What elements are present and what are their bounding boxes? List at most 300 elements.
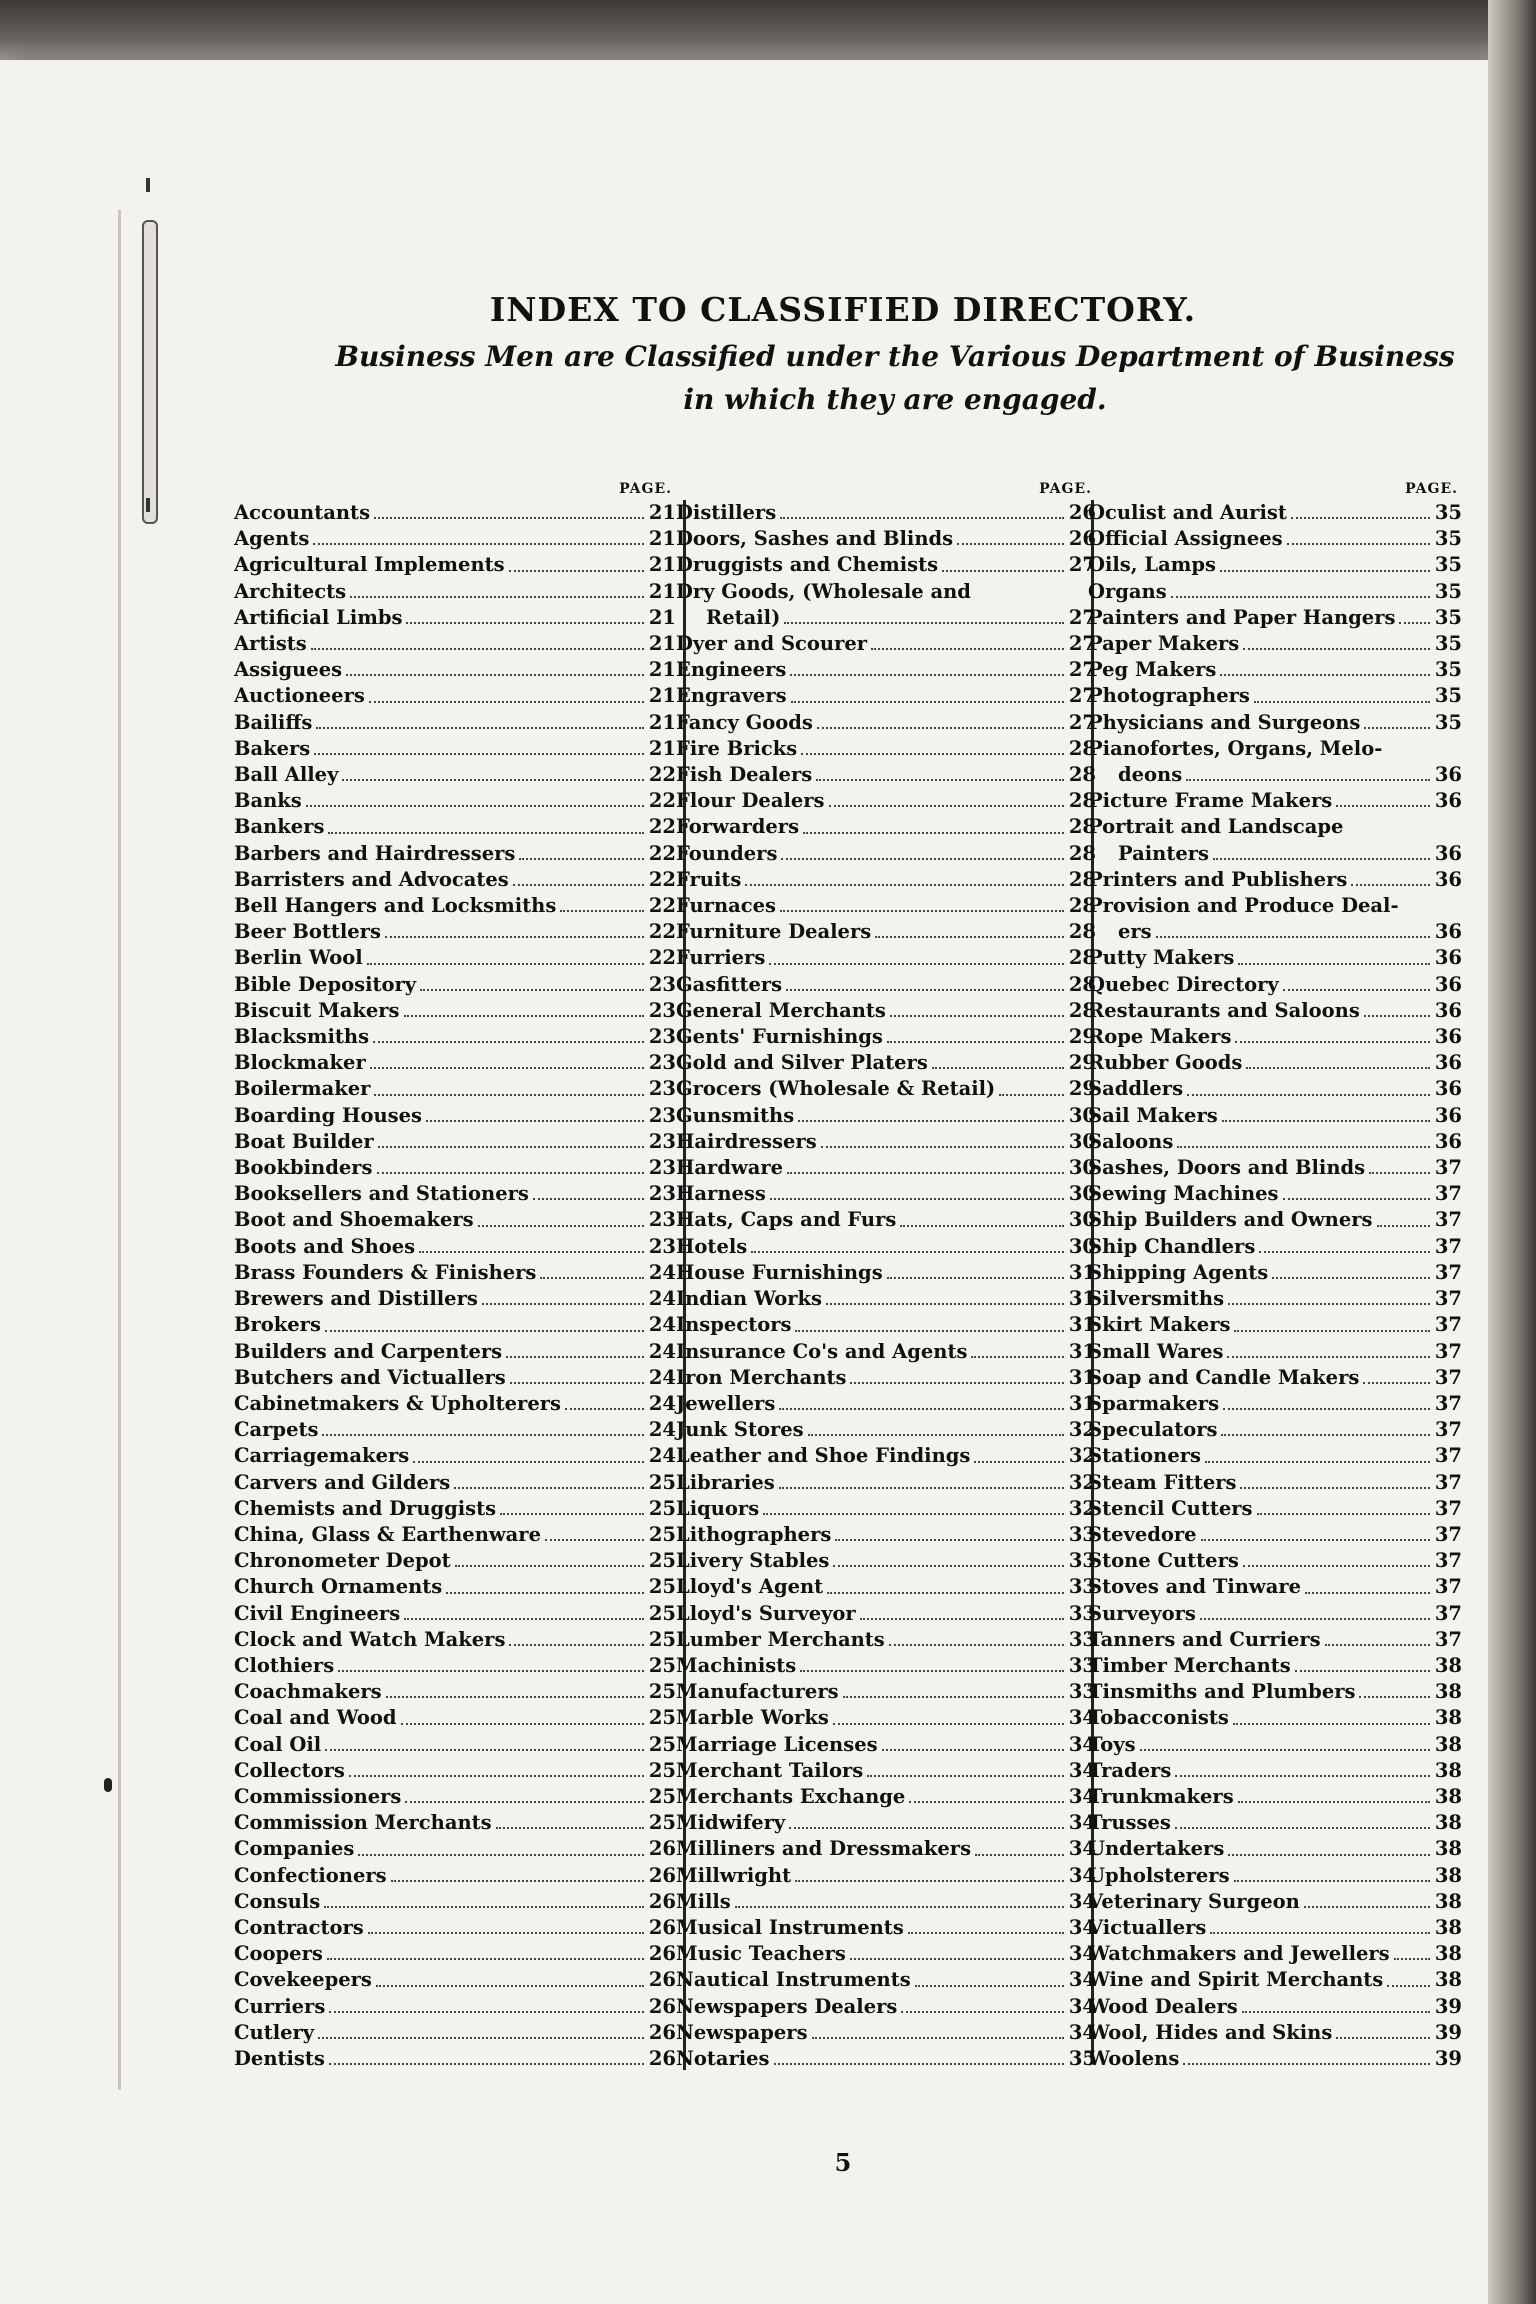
entry-name: Berlin Wool <box>234 946 363 970</box>
entry-name: Undertakers <box>1088 1837 1225 1861</box>
index-entry <box>676 841 1096 867</box>
index-entry <box>1088 1705 1462 1731</box>
index-entry <box>676 1470 1096 1496</box>
index-entry <box>676 1207 1096 1233</box>
entry-page-number: 24 <box>648 1418 676 1442</box>
dot-leader <box>779 1481 1064 1489</box>
dot-leader <box>784 616 1064 624</box>
entry-page-number: 38 <box>1434 1942 1462 1966</box>
index-entry <box>676 736 1096 762</box>
entry-name: Chronometer Depot <box>234 1549 451 1573</box>
entry-page-number: 38 <box>1434 1784 1462 1808</box>
dot-leader <box>803 826 1064 834</box>
entry-name: Coal Oil <box>234 1732 322 1756</box>
page-column-header: PAGE. <box>1405 481 1458 497</box>
dot-leader <box>1283 983 1430 991</box>
entry-page-number: 26 <box>648 1915 676 1939</box>
dot-leader <box>1234 1874 1430 1882</box>
entry-name: Timber Merchants <box>1088 1653 1291 1677</box>
dot-leader <box>850 1952 1064 1960</box>
entry-name: Rubber Goods <box>1088 1051 1243 1075</box>
entry-page-number: 38 <box>1434 1653 1462 1677</box>
entry-page-number: 30 <box>1068 1234 1096 1258</box>
entry-page-number: 34 <box>1068 1942 1096 1966</box>
entry-name: Portrait and Landscape <box>1088 815 1344 839</box>
index-entry <box>234 1050 676 1076</box>
entry-name: deons <box>1118 763 1183 787</box>
dot-leader <box>1377 1219 1431 1227</box>
entry-name: Wine and Spirit Merchants <box>1088 1968 1384 1992</box>
dot-leader <box>377 1166 644 1174</box>
entry-page-number: 23 <box>648 1129 676 1153</box>
index-entry <box>676 1758 1096 1784</box>
entry-name: Bailiffs <box>234 710 313 734</box>
dot-leader <box>311 642 644 650</box>
entry-page-number: 21 <box>648 684 676 708</box>
dot-leader <box>1233 1717 1430 1725</box>
entry-page-number: 33 <box>1068 1522 1096 1546</box>
dot-leader <box>314 747 644 755</box>
dot-leader <box>1242 2005 1430 2013</box>
entry-name: Saddlers <box>1088 1077 1184 1101</box>
entry-page-number: 37 <box>1434 1601 1462 1625</box>
entry-name: Traders <box>1088 1758 1172 1782</box>
dot-leader <box>1359 1690 1430 1698</box>
dot-leader <box>942 564 1064 572</box>
index-entry <box>234 710 676 736</box>
entry-name: Machinists <box>676 1653 797 1677</box>
index-entry <box>1088 1339 1462 1365</box>
dot-leader <box>325 1743 644 1751</box>
entry-name: China, Glass & Earthenware <box>234 1522 541 1546</box>
dot-leader <box>770 1192 1064 1200</box>
index-entry <box>234 1417 676 1443</box>
dot-leader <box>1287 537 1430 545</box>
entry-name: Ship Chandlers <box>1088 1234 1256 1258</box>
entry-name: Painters <box>1118 841 1210 865</box>
entry-page-number: 34 <box>1068 1837 1096 1861</box>
index-entry <box>234 1312 676 1338</box>
dot-leader <box>406 616 644 624</box>
dot-leader <box>373 1035 644 1043</box>
entry-page-number: 37 <box>1434 1575 1462 1599</box>
entry-name: Liquors <box>676 1496 760 1520</box>
entry-page-number: 38 <box>1434 1680 1462 1704</box>
entry-page-number: 36 <box>1434 763 1462 787</box>
entry-page-number: 36 <box>1434 1025 1462 1049</box>
index-entry <box>1088 1601 1462 1627</box>
entry-page-number: 23 <box>648 1103 676 1127</box>
entry-page-number: 24 <box>648 1260 676 1284</box>
entry-page-number: 21 <box>648 658 676 682</box>
page-title: INDEX TO CLASSIFIED DIRECTORY. <box>489 290 1197 329</box>
entry-name: Peg Makers <box>1088 658 1217 682</box>
dot-leader <box>545 1533 644 1541</box>
dot-leader <box>420 983 644 991</box>
entry-name: Cabinetmakers & Upholterers <box>234 1391 561 1415</box>
dot-leader <box>405 1795 644 1803</box>
dot-leader <box>358 1848 644 1856</box>
entry-name: Commissioners <box>234 1784 402 1808</box>
entry-name: Bakers <box>234 736 311 760</box>
index-entry <box>676 1627 1096 1653</box>
binding-mark <box>104 1778 112 1792</box>
index-entry <box>234 762 676 788</box>
dot-leader <box>816 773 1064 781</box>
index-entry <box>1088 631 1462 657</box>
entry-page-number: 35 <box>1434 579 1462 603</box>
dot-leader <box>817 721 1064 729</box>
index-entry <box>234 683 676 709</box>
entry-name: Confectioners <box>234 1863 387 1887</box>
dot-leader <box>875 930 1064 938</box>
entry-page-number: 24 <box>648 1391 676 1415</box>
entry-name: Lumber Merchants <box>676 1627 885 1651</box>
entry-name: Furnaces <box>676 894 777 918</box>
dot-leader <box>318 2031 644 2039</box>
dot-leader <box>835 1533 1064 1541</box>
entry-name: Musical Instruments <box>676 1915 904 1939</box>
index-entry <box>234 1784 676 1810</box>
entry-page-number: 25 <box>648 1758 676 1782</box>
dot-leader <box>324 1900 644 1908</box>
dot-leader <box>533 1192 644 1200</box>
entry-page-number: 27 <box>1068 632 1096 656</box>
dot-leader <box>560 904 644 912</box>
dot-leader <box>932 1061 1064 1069</box>
entry-page-number: 22 <box>648 789 676 813</box>
index-entry <box>1088 1836 1462 1862</box>
dot-leader <box>329 2005 644 2013</box>
entry-page-number: 25 <box>648 1522 676 1546</box>
index-entry <box>234 657 676 683</box>
entry-page-number: 36 <box>1434 1129 1462 1153</box>
index-entry <box>234 1391 676 1417</box>
dot-leader <box>780 904 1064 912</box>
dot-leader <box>909 1795 1064 1803</box>
index-entry <box>676 1705 1096 1731</box>
entry-page-number: 33 <box>1068 1601 1096 1625</box>
entry-name: Coal and Wood <box>234 1706 397 1730</box>
entry-name: Boarding Houses <box>234 1103 423 1127</box>
index-entry <box>234 2046 676 2072</box>
entry-page-number: 28 <box>1068 972 1096 996</box>
dot-leader <box>1227 1350 1430 1358</box>
entry-page-number: 26 <box>648 1863 676 1887</box>
index-entry <box>234 1653 676 1679</box>
entry-page-number: 22 <box>648 894 676 918</box>
entry-page-number: 31 <box>1068 1260 1096 1284</box>
entry-name: Mills <box>676 1889 731 1913</box>
entry-name: Paper Makers <box>1088 632 1240 656</box>
dot-leader <box>367 957 644 965</box>
index-entry <box>234 1705 676 1731</box>
dot-leader <box>325 1324 644 1332</box>
entry-page-number: 26 <box>1068 501 1096 524</box>
entry-name: Painters and Paper Hangers <box>1088 605 1396 629</box>
entry-name: Saloons <box>1088 1129 1174 1153</box>
dot-leader <box>413 1455 644 1463</box>
entry-page-number: 33 <box>1068 1549 1096 1573</box>
dot-leader <box>1234 1324 1430 1332</box>
dot-leader <box>306 799 644 807</box>
entry-name: House Furnishings <box>676 1260 883 1284</box>
index-entry <box>234 1967 676 1993</box>
index-entry <box>234 814 676 840</box>
dot-leader <box>510 1376 644 1384</box>
entry-name: Agents <box>234 527 310 551</box>
entry-name: Distillers <box>676 501 777 524</box>
entry-page-number: 33 <box>1068 1575 1096 1599</box>
index-entry <box>234 972 676 998</box>
dot-leader <box>1364 721 1430 729</box>
entry-name: Biscuit Makers <box>234 998 400 1022</box>
entry-page-number: 39 <box>1434 1994 1462 2018</box>
entry-page-number: 25 <box>648 1549 676 1573</box>
dot-leader <box>735 1900 1064 1908</box>
index-entry <box>234 1129 676 1155</box>
index-entry <box>676 1103 1096 1129</box>
entry-name: Barristers and Advocates <box>234 867 509 891</box>
entry-name: Marble Works <box>676 1706 829 1730</box>
entry-name: Contractors <box>234 1915 364 1939</box>
index-entry <box>1088 526 1462 552</box>
index-entry <box>234 552 676 578</box>
entry-page-number: 36 <box>1434 1051 1462 1075</box>
entry-page-number: 28 <box>1068 736 1096 760</box>
entry-page-number: 38 <box>1434 1732 1462 1756</box>
index-entry <box>234 1024 676 1050</box>
dot-leader <box>1187 1088 1430 1096</box>
index-entry <box>1088 762 1462 788</box>
index-entry <box>1088 1889 1462 1915</box>
entry-name: Collectors <box>234 1758 345 1782</box>
dot-leader <box>974 1455 1064 1463</box>
entry-name: Furriers <box>676 946 766 970</box>
entry-name: Ball Alley <box>234 763 339 787</box>
index-entry <box>1088 1758 1462 1784</box>
dot-leader <box>1156 930 1430 938</box>
dot-leader <box>1221 1428 1430 1436</box>
entry-page-number: 37 <box>1434 1339 1462 1363</box>
entry-name: Official Assignees <box>1088 527 1283 551</box>
index-entry <box>234 1915 676 1941</box>
entry-page-number: 25 <box>648 1784 676 1808</box>
entry-name: Harness <box>676 1182 766 1206</box>
dot-leader <box>1240 1481 1430 1489</box>
entry-name: Brass Founders & Finishers <box>234 1260 537 1284</box>
dot-leader <box>1305 1586 1430 1594</box>
entry-name: Junk Stores <box>676 1418 804 1442</box>
entry-name: Tobacconists <box>1088 1706 1229 1730</box>
dot-leader <box>500 1507 644 1515</box>
entry-page-number: 34 <box>1068 1994 1096 2018</box>
entry-name: Accountants <box>234 501 371 524</box>
entry-name: Marriage Licenses <box>676 1732 878 1756</box>
entry-name: Photographers <box>1088 684 1250 708</box>
index-entry <box>1088 1810 1462 1836</box>
entry-page-number: 34 <box>1068 1784 1096 1808</box>
entry-name: Forwarders <box>676 815 800 839</box>
entry-name: Dyer and Scourer <box>676 632 868 656</box>
entry-name: Notaries <box>676 2046 770 2070</box>
index-entry <box>234 1365 676 1391</box>
index-entry <box>234 1470 676 1496</box>
entry-name: Jewellers <box>676 1391 776 1415</box>
index-entry <box>234 1548 676 1574</box>
entry-page-number: 26 <box>648 1942 676 1966</box>
dot-leader <box>789 1821 1064 1829</box>
index-entry <box>1088 1286 1462 1312</box>
entry-page-number: 28 <box>1068 815 1096 839</box>
entry-name: Curriers <box>234 1994 326 2018</box>
entry-name: Consuls <box>234 1889 321 1913</box>
entry-page-number: 37 <box>1434 1522 1462 1546</box>
entry-name: ers <box>1118 920 1152 944</box>
index-entry <box>676 657 1096 683</box>
index-entry <box>234 1810 676 1836</box>
index-entry <box>1088 1496 1462 1522</box>
dot-leader <box>790 668 1064 676</box>
dot-leader <box>426 1114 644 1122</box>
entry-page-number: 37 <box>1434 1208 1462 1232</box>
dot-leader <box>1223 1402 1430 1410</box>
index-entry <box>1088 1627 1462 1653</box>
entry-name: Putty Makers <box>1088 946 1235 970</box>
index-entry <box>676 893 1096 919</box>
entry-page-number: 38 <box>1434 1811 1462 1835</box>
entry-page-number: 28 <box>1068 841 1096 865</box>
entry-page-number: 35 <box>1434 710 1462 734</box>
entry-page-number: 23 <box>648 972 676 996</box>
entry-name: Artists <box>234 632 307 656</box>
index-entry <box>1088 1076 1462 1102</box>
entry-name: Fruits <box>676 867 742 891</box>
entry-name: Lloyd's Surveyor <box>676 1601 856 1625</box>
index-entry <box>234 605 676 631</box>
index-entry <box>234 526 676 552</box>
entry-page-number: 37 <box>1434 1549 1462 1573</box>
entry-name: Iron Merchants <box>676 1365 847 1389</box>
index-entry <box>1088 736 1462 762</box>
entry-name: Pianofortes, Organs, Melo- <box>1088 736 1383 760</box>
index-entry <box>1088 1260 1462 1286</box>
entry-page-number: 30 <box>1068 1182 1096 1206</box>
entry-page-number: 38 <box>1434 1837 1462 1861</box>
index-entry <box>676 683 1096 709</box>
entry-page-number: 31 <box>1068 1391 1096 1415</box>
index-entry <box>234 1234 676 1260</box>
entry-page-number: 38 <box>1434 1706 1462 1730</box>
entry-name: Physicians and Surgeons <box>1088 710 1361 734</box>
entry-page-number: 32 <box>1068 1470 1096 1494</box>
index-entry <box>676 1024 1096 1050</box>
dot-leader <box>496 1821 644 1829</box>
index-entry <box>1088 1103 1462 1129</box>
dot-leader <box>404 1009 644 1017</box>
entry-page-number: 26 <box>1068 527 1096 551</box>
entry-name: Sashes, Doors and Blinds <box>1088 1156 1366 1180</box>
dot-leader <box>374 1088 644 1096</box>
index-entry <box>676 1732 1096 1758</box>
entry-name: Veterinary Surgeon <box>1088 1889 1300 1913</box>
entry-name: Fancy Goods <box>676 710 813 734</box>
index-entry <box>1088 1967 1462 1993</box>
entry-page-number: 35 <box>1434 527 1462 551</box>
entry-page-number: 29 <box>1068 1051 1096 1075</box>
index-entry <box>676 814 1096 840</box>
entry-page-number: 34 <box>1068 1706 1096 1730</box>
dot-leader <box>329 2057 644 2065</box>
index-entry <box>234 1260 676 1286</box>
index-entry <box>234 788 676 814</box>
entry-page-number: 37 <box>1434 1365 1462 1389</box>
entry-name: Upholsterers <box>1088 1863 1230 1887</box>
entry-name: Blockmaker <box>234 1051 366 1075</box>
entry-name: Clothiers <box>234 1653 335 1677</box>
index-entry <box>234 1679 676 1705</box>
dot-leader <box>791 695 1064 703</box>
dot-leader <box>1228 1297 1430 1305</box>
dot-leader <box>1399 616 1430 624</box>
dot-leader <box>482 1297 644 1305</box>
dot-leader <box>374 511 644 519</box>
entry-page-number: 34 <box>1068 1732 1096 1756</box>
dot-leader <box>821 1140 1064 1148</box>
entry-name: Doors, Sashes and Blinds <box>676 527 954 551</box>
entry-name: Coachmakers <box>234 1680 382 1704</box>
dot-leader <box>781 852 1064 860</box>
entry-page-number: 28 <box>1068 998 1096 1022</box>
index-entry <box>234 579 676 605</box>
entry-page-number: 27 <box>1068 684 1096 708</box>
entry-name: Trunkmakers <box>1088 1784 1234 1808</box>
dot-leader <box>401 1717 644 1725</box>
index-entry <box>1088 1207 1462 1233</box>
entry-page-number: 26 <box>648 2020 676 2044</box>
dot-leader <box>1295 1664 1430 1672</box>
entry-page-number: 37 <box>1434 1418 1462 1442</box>
entry-page-number: 35 <box>1434 658 1462 682</box>
index-entry <box>234 1574 676 1600</box>
dot-leader <box>882 1743 1064 1751</box>
dot-leader <box>369 695 644 703</box>
entry-name: Picture Frame Makers <box>1088 789 1333 813</box>
dot-leader <box>455 1559 644 1567</box>
entry-page-number: 35 <box>1434 632 1462 656</box>
entry-name: Midwifery <box>676 1811 786 1835</box>
entry-page-number: 21 <box>648 605 676 629</box>
dot-leader <box>1254 695 1430 703</box>
entry-name: Auctioneers <box>234 684 365 708</box>
dot-leader <box>787 1166 1064 1174</box>
dot-leader <box>812 2031 1064 2039</box>
entry-name: Trusses <box>1088 1811 1171 1835</box>
page-column-header: PAGE. <box>619 481 672 497</box>
dot-leader <box>887 1271 1064 1279</box>
dot-leader <box>350 590 644 598</box>
entry-name: Cutlery <box>234 2020 315 2044</box>
entry-name: Inspectors <box>676 1313 792 1337</box>
index-entry <box>1088 1234 1462 1260</box>
index-entry <box>234 1601 676 1627</box>
index-entry <box>676 1443 1096 1469</box>
dot-leader <box>808 1428 1064 1436</box>
entry-name: Toys <box>1088 1732 1136 1756</box>
index-entry <box>676 1967 1096 1993</box>
entry-page-number: 34 <box>1068 1758 1096 1782</box>
index-entry <box>234 500 676 526</box>
